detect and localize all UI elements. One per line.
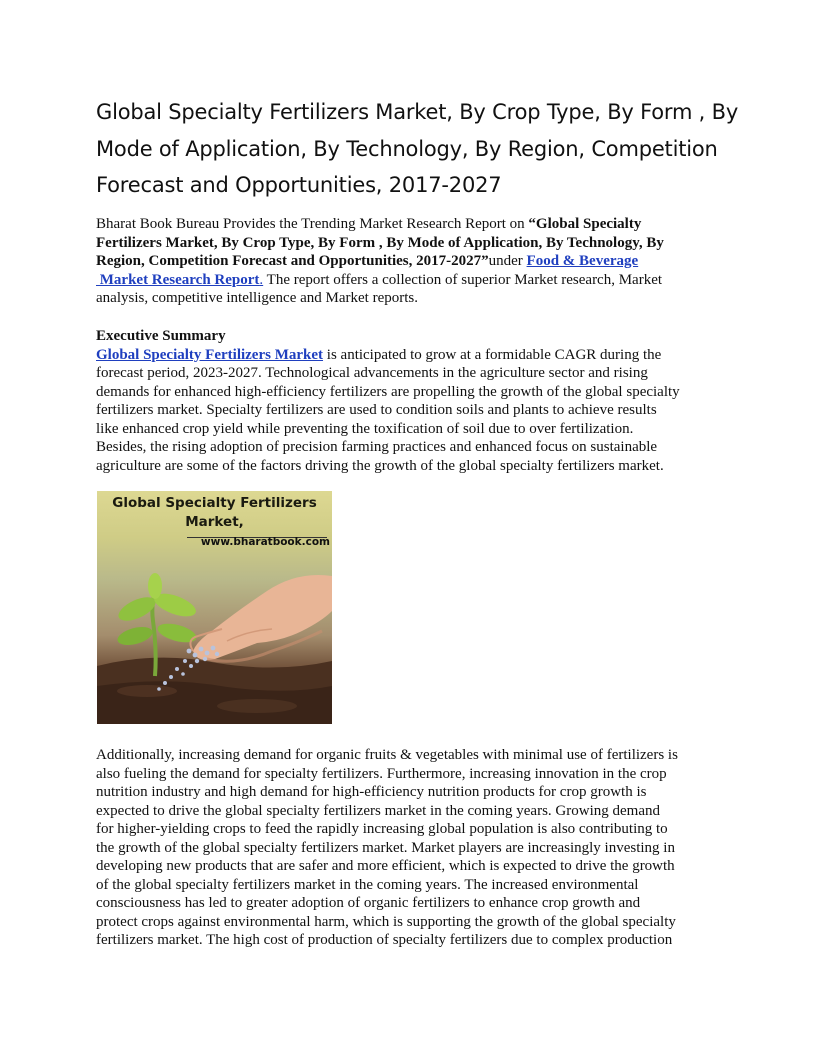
page-title bbox=[96, 94, 739, 204]
title-line: Global Specialty Fertilizers Market, By Crop Type, By Form , By bbox=[96, 100, 739, 124]
paragraph-line: also fueling the demand for specialty fertilizers. Furthermore, increasing innovation in the crop bbox=[96, 765, 667, 782]
promo-title bbox=[97, 494, 332, 532]
paragraph-line: of the global specialty fertilizers market in the coming years. The increased environmental bbox=[96, 876, 639, 893]
paragraph-line: protect crops against environmental harm, which is supporting the growth of the global specialty bbox=[96, 913, 676, 930]
summary-line: like enhanced crop yield while preventing the toxification of soil due to over fertilization. bbox=[96, 420, 634, 437]
paragraph-line: for higher-yielding crops to feed the rapidly increasing global population is also contributing to bbox=[96, 821, 668, 837]
paragraph-line: developing new products that are safer and more efficient, which is expected to drive the growth bbox=[96, 858, 675, 874]
intro-text: under bbox=[488, 253, 527, 269]
market-research-report-link[interactable]: Market Research Report bbox=[96, 271, 260, 288]
paragraph-line: nutrition industry and high demand for high-efficiency nutrition products for crop growth is bbox=[96, 784, 647, 800]
intro-text: Bharat Book Bureau Provides the Trending Market Research Report on bbox=[96, 216, 529, 232]
summary-line: demands for enhanced high-efficiency fertilizers are propelling the growth of the global specialty bbox=[96, 383, 680, 400]
promo-title-line: Market, bbox=[185, 514, 244, 530]
title-line: Mode of Application, By Technology, By Region, Competition bbox=[96, 136, 718, 161]
paragraph-additional bbox=[96, 746, 726, 950]
promo-url: www.bharatbook.com bbox=[200, 536, 330, 548]
food-beverage-link[interactable]: Food & Beverage bbox=[526, 253, 639, 269]
paragraph-line: fertilizers market. The high cost of production of specialty fertilizers due to complex production bbox=[96, 932, 673, 948]
summary-line: forecast period, 2023-2027. Technological advancements in the agriculture sector and rising bbox=[96, 365, 648, 381]
summary-text: is anticipated to grow at a formidable CAGR during the bbox=[323, 346, 662, 363]
report-name-bold: “Global Specialty bbox=[528, 216, 642, 232]
summary-line: fertilizers market. Specialty fertilizers are used to condition soils and plants to achieve results bbox=[96, 402, 657, 418]
promo-image bbox=[97, 491, 332, 724]
global-specialty-fertilizers-market-link[interactable]: Global Specialty Fertilizers Market bbox=[96, 346, 324, 363]
intro-text: The report offers a collection of superior Market research, Market bbox=[263, 271, 663, 288]
intro-paragraph bbox=[96, 215, 726, 308]
link-period[interactable]: . bbox=[259, 271, 264, 288]
summary-line: Besides, the rising adoption of precision farming practices and enhanced focus on sustainable bbox=[96, 439, 658, 455]
paragraph-line: the growth of the global specialty fertilizers market. Market players are increasingly investing in bbox=[96, 839, 675, 856]
executive-summary bbox=[96, 327, 726, 475]
title-line: Forecast and Opportunities, 2017-2027 bbox=[96, 173, 502, 197]
paragraph-line: Additionally, increasing demand for organic fruits & vegetables with minimal use of fertilizers is bbox=[96, 747, 678, 763]
summary-line: agriculture are some of the factors driving the growth of the global specialty fertilizers market. bbox=[96, 457, 664, 474]
promo-title-line: Global Specialty Fertilizers bbox=[112, 495, 317, 511]
intro-text: analysis, competitive intelligence and Market reports. bbox=[96, 290, 418, 306]
report-name-bold: Fertilizers Market, By Crop Type, By Form , By Mode of Application, By Technology, By bbox=[96, 234, 664, 251]
section-heading: Executive Summary bbox=[96, 328, 226, 344]
paragraph-line: consciousness has led to greater adoption of organic fertilizers to enhance crop growth and bbox=[96, 895, 641, 911]
report-name-bold: Region, Competition Forecast and Opportunities, 2017-2027” bbox=[96, 253, 489, 269]
paragraph-line: expected to drive the global specialty fertilizers market in the coming years. Growing demand bbox=[96, 802, 660, 819]
